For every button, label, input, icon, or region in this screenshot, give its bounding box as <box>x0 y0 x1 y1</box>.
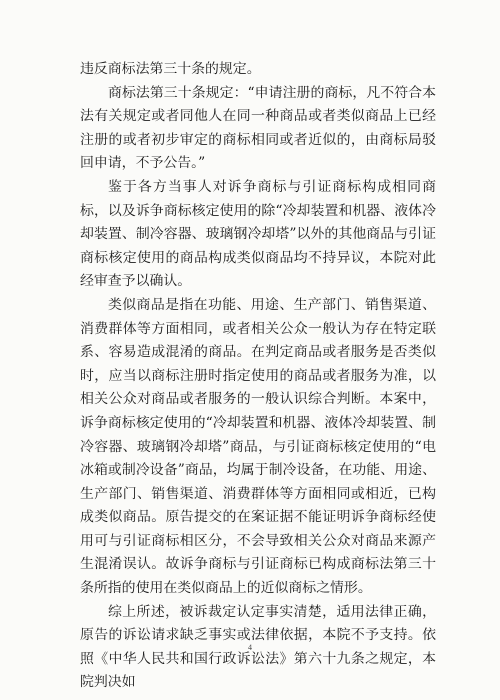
page-number: 4 <box>248 643 252 652</box>
paragraph-2: 商标法第三十条规定：“申请注册的商标，凡不符合本法有关规定或者同他人在同一种商品或者类似商品上已经注册的或者初步审定的商标相同或者近似的，由商标局驳回申请，不予公告。” <box>80 84 436 172</box>
paragraph-1: 违反商标法第三十条的规定。 <box>80 61 261 77</box>
paragraph-5: 综上所述，被诉裁定认定事实清楚，适用法律正确，原告的诉讼请求缺乏事实或法律依据，本院不予支持。依照《中华人民共和国行政诉讼法》第六十九条之规定，本院判决如 <box>80 603 436 691</box>
paragraph-3: 鉴于各方当事人对诉争商标与引证商标构成相同商标，以及诉争商标核定使用的除“冷却装置和机器、液体冷却装置、制冷容器、玻璃钢冷却塔”以外的其他商品与引证商标核定使用的商品构成类似商品均不持异议，本院对此经审查予以确认。 <box>80 178 436 290</box>
document-body <box>80 58 436 695</box>
paragraph-4: 类似商品是指在功能、用途、生产部门、销售渠道、消费群体等方面相同，或者相关公众一般认为存在特定联系、容易造成混淆的商品。在判定商品或者服务是否类似时，应当以商标注册时指定使用的商品或者服务为准，以相关公众对商品或者服务的一般认识综合判断。本案中，诉争商标核定使用的“冷却装置和机器、液体冷却装置、制冷容器、玻璃钢冷却塔”商品，与引证商标核定使用的“电冰箱或制冷设备”商品，均属于制冷设备，在功能、用途、生产部门、销售渠道、消费群体等方面相同或相近，已构成类似商品。原告提交的在案证据不能证明诉争商标经使用可与引证商标相区分，不会导致相关公众对商品来源产生混淆误认。故诉争商标与引证商标已构成商标法第三十条所指的使用在类似商品上的近似商标之情形。 <box>80 296 436 597</box>
